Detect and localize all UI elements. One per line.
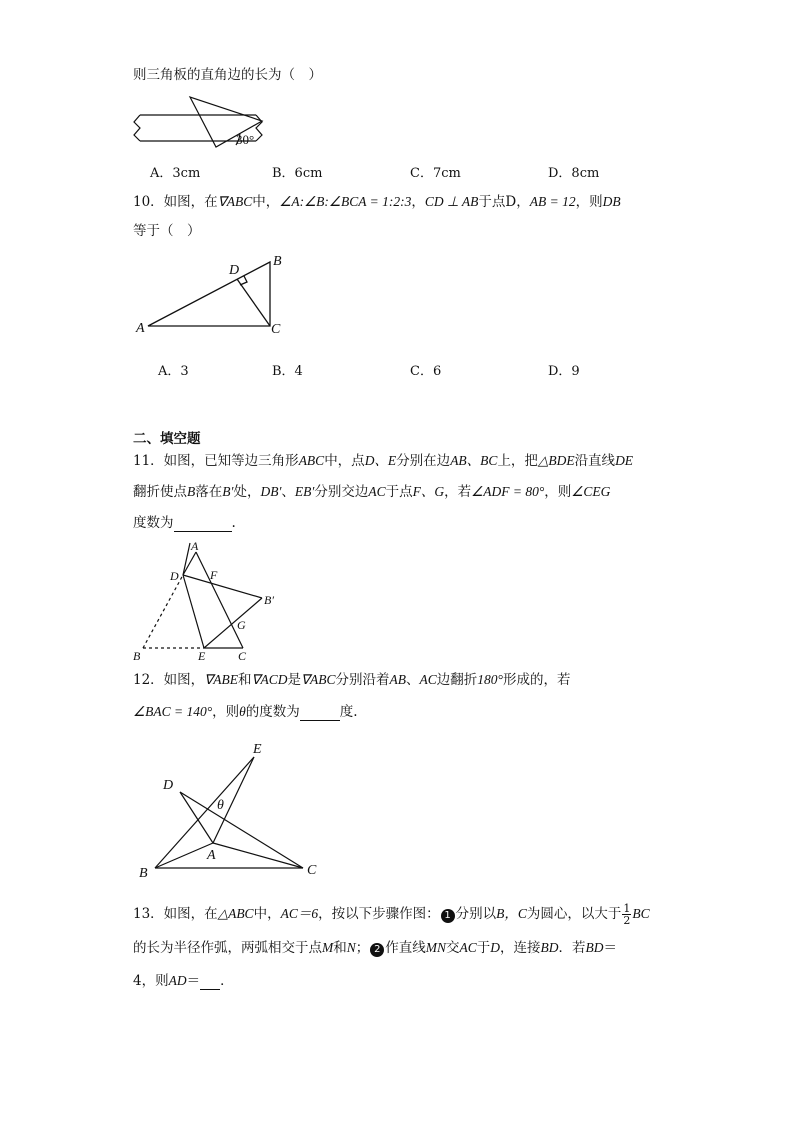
- q10-stem: 10．如图，在∇ABC中，∠A:∠B:∠BCA = 1:2:3，CD ⊥ AB于点D，AB = 12，则DB: [133, 194, 621, 210]
- step-1-marker: 1: [441, 909, 455, 923]
- q10-option-c[interactable]: C．6: [410, 364, 442, 379]
- section-title: 二、填空题: [133, 431, 201, 447]
- q11-label-c: C: [238, 649, 247, 663]
- q10-option-a[interactable]: A．3: [158, 364, 189, 379]
- q13-stem-line2: 的长为半径作弧，两弧相交于点M和N； 2 作直线MN交AC于D，连接BD．若BD＝: [133, 940, 618, 956]
- q9-option-c[interactable]: C．7cm: [410, 166, 461, 181]
- q11-label-b: B: [133, 649, 141, 663]
- q10-option-d[interactable]: D．9: [548, 364, 580, 379]
- q12-figure: [133, 735, 333, 885]
- q10-stem-line2: 等于（ ）: [133, 223, 201, 239]
- q9-angle-label: 30°: [236, 132, 255, 147]
- q11-label-e: E: [198, 649, 206, 663]
- q12-stem-line1: 12．如图，∇ABE和∇ACD是∇ABC分别沿着AB、AC边翻折180°形成的，若: [133, 672, 571, 688]
- q11-figure: [130, 538, 290, 663]
- q11-label-b1: B′: [264, 593, 274, 607]
- q12-label-theta: θ: [217, 798, 224, 813]
- q9-option-d[interactable]: D．8cm: [548, 166, 600, 181]
- q12-label-c: C: [307, 863, 317, 878]
- q10-figure: [133, 250, 293, 340]
- q11-label-a: A: [191, 539, 199, 553]
- q11-label-g: G: [237, 618, 246, 632]
- q13-stem-line1: 13．如图，在△ABC中，AC＝6，按以下步骤作图： 1 分别以B，C为圆心，以大于 $\frac{1}{2}$ BC: [133, 902, 650, 927]
- step-2-marker: 2: [370, 943, 384, 957]
- q10-label-a: A: [136, 321, 145, 336]
- q9-stem: 则三角板的直角边的长为（ ）: [133, 67, 322, 83]
- q11-answer-blank[interactable]: [174, 517, 232, 532]
- q9-option-a[interactable]: A．3cm: [150, 166, 201, 181]
- q12-label-b: B: [139, 866, 148, 881]
- q11-stem-line3: 度数为 .: [133, 515, 236, 531]
- q10-label-d: D: [229, 263, 240, 278]
- q12-answer-blank[interactable]: [300, 706, 340, 721]
- q12-label-d: D: [163, 778, 174, 793]
- q11-stem-line2: 翻折使点B落在B′处，DB′、EB′分别交边AC于点F、G，若∠ADF = 80°，则∠CEG: [133, 484, 611, 500]
- q13-answer-blank[interactable]: [200, 975, 220, 990]
- q12-label-e: E: [253, 742, 262, 757]
- q10-label-c: C: [271, 322, 281, 337]
- q12-label-a: A: [207, 848, 216, 863]
- q13-stem-line3: 4，则AD＝ ．: [133, 973, 234, 989]
- q11-stem-line1: 11．如图，已知等边三角形ABC中，点D、E分别在边AB、BC上，把△BDE沿直线DE: [133, 453, 634, 469]
- q10-option-b[interactable]: B．4: [272, 364, 303, 379]
- q11-label-f: F: [210, 568, 218, 582]
- half-fraction: $\frac{1}{2}$: [623, 902, 631, 927]
- q9-figure: [132, 95, 272, 150]
- q9-option-b[interactable]: B．6cm: [272, 166, 323, 181]
- q10-label-b: B: [273, 254, 282, 269]
- q11-label-d: D: [170, 569, 179, 583]
- q12-stem-line2: ∠BAC = 140°，则θ的度数为 度.: [133, 704, 358, 720]
